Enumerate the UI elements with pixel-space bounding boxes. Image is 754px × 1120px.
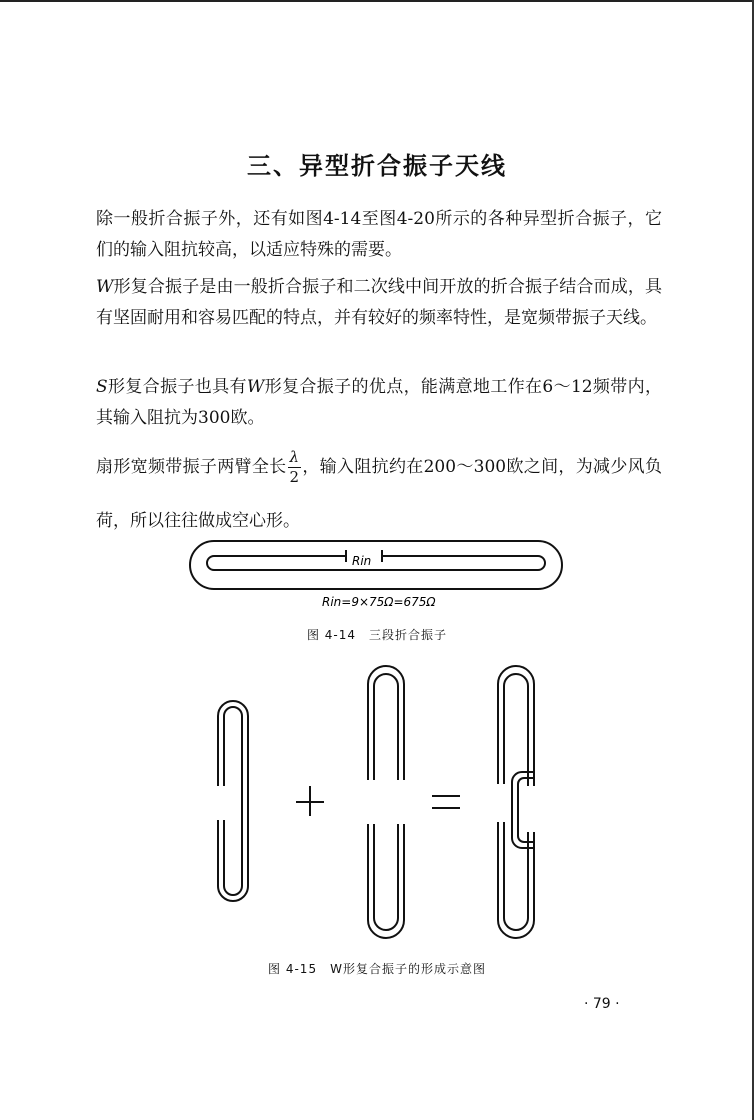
lambda-half-fraction [288, 450, 302, 485]
paragraph-s-text-2: 形复合振子的优点，能满意地工作在6～12频带内，其输入阻抗为300欧。 [96, 377, 663, 428]
section-title: 三、异型折合振子天线 [247, 152, 507, 180]
paragraph-intro [96, 204, 662, 266]
paragraph-intro-text: 除一般折合振子外，还有如图4-14至图4-20所示的各种异型折合振子，它们的输入阻抗较高，以适应特殊的需要。 [96, 209, 662, 260]
equals-sign [432, 796, 460, 808]
paragraph-fan-text-2: ，输入阻抗约在200～300欧之间，为减少风负荷，所以往往做成空心形。 [96, 457, 662, 531]
page-number: · 79 · [584, 996, 620, 1012]
inner-loop [207, 556, 545, 570]
rin-formula: Rin=9×75Ω=675Ω [322, 595, 436, 609]
folded-dipole-left [218, 701, 248, 901]
w-composite-dipole-right [498, 666, 534, 938]
paragraph-w-dipole [96, 272, 662, 334]
paragraph-w-text: 形复合振子是由一般折合振子和二次线中间开放的折合振子结合而成，具有坚固耐用和容易匹配的特点，并有较好的频率特性，是宽频带振子天线。 [96, 277, 662, 328]
plus-sign [296, 786, 324, 816]
s-letter: S [96, 377, 108, 397]
fraction-numerator: λ [288, 450, 302, 468]
top-border [0, 0, 754, 2]
w-letter: W [96, 277, 114, 297]
figure-4-15-diagram [218, 666, 534, 938]
open-folded-dipole-middle [368, 666, 404, 938]
equals-glyph [0, 0, 1, 1]
figure-4-14-caption: 图 4-14 三段折合振子 [306, 628, 448, 642]
paragraph-s-dipole [96, 372, 662, 434]
outer-loop [190, 541, 562, 589]
paragraph-fan-text-1: 扇形宽频带振子两臂全长 [96, 457, 287, 477]
paragraph-s-text-1: 形复合振子也具有 [107, 377, 247, 397]
w-letter-inline: W [246, 377, 265, 397]
rin-label: Rin [352, 554, 372, 568]
fraction-denominator: 2 [289, 468, 300, 486]
paragraph-fan-dipole [96, 440, 662, 548]
figure-4-15-caption: 图 4-15 W形复合振子的形成示意图 [268, 962, 486, 976]
